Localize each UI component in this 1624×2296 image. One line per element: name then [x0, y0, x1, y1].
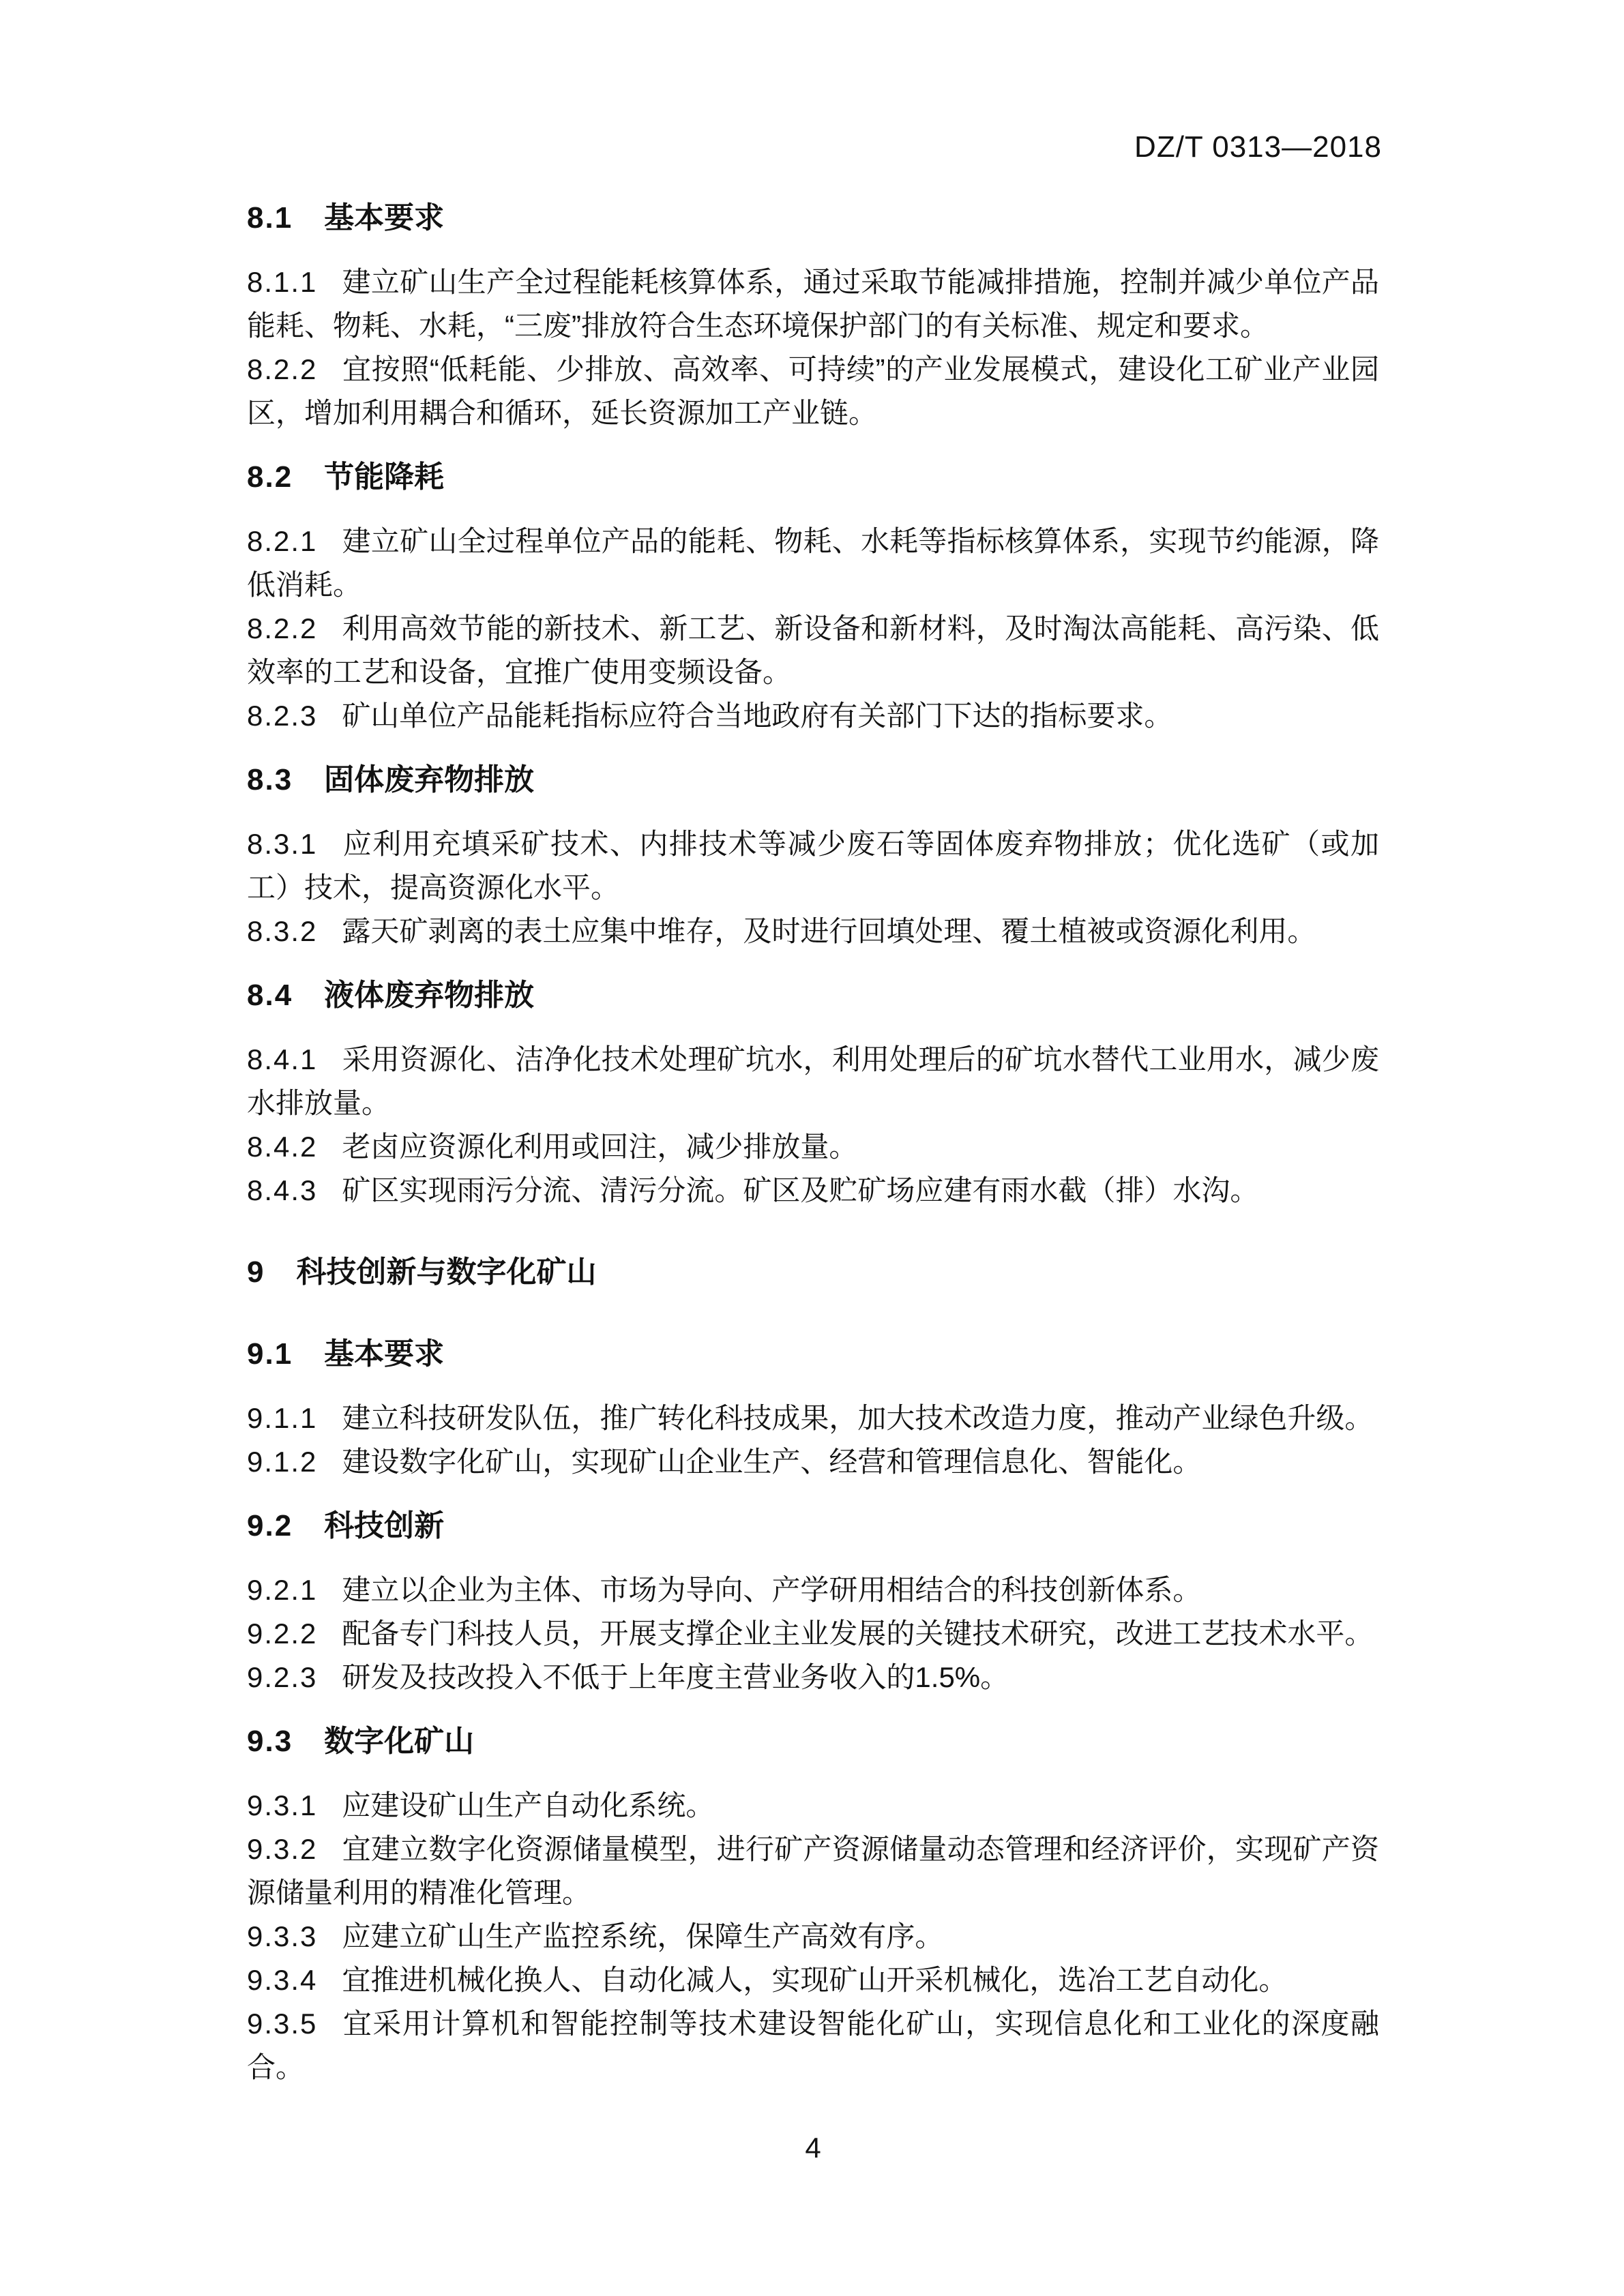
clause-number: 8.3.1 [247, 828, 318, 860]
section-title: 液体废弃物排放 [324, 979, 535, 1012]
section-title: 基本要求 [324, 201, 445, 235]
clause-paragraph [247, 1784, 1379, 1828]
clause-paragraph [247, 348, 1379, 435]
clause-paragraph [247, 1038, 1379, 1125]
clause-paragraph [247, 1828, 1379, 1915]
clause-number: 9.2.2 [247, 1617, 318, 1650]
clause-paragraph [247, 1397, 1379, 1440]
clause-number: 8.4.2 [247, 1131, 318, 1163]
clause-text: 应建立矿山生产监控系统，保障生产高效有序。 [342, 1920, 944, 1952]
section-number: 8.4 [247, 979, 293, 1012]
section-number: 8.3 [247, 763, 293, 796]
section-title: 节能降耗 [324, 460, 445, 494]
clause-text: 露天矿剥离的表土应集中堆存，及时进行回填处理、覆土植被或资源化利用。 [342, 915, 1316, 947]
clause-paragraph [247, 520, 1379, 607]
section-heading [247, 1504, 1379, 1548]
clause-number: 9.3.1 [247, 1789, 318, 1821]
section-number: 9.3 [247, 1725, 293, 1758]
clause-number: 8.2.2 [247, 612, 318, 644]
clause-number: 8.3.2 [247, 915, 318, 947]
clause-text: 建立矿山生产全过程能耗核算体系，通过采取节能减排措施，控制并减少单位产品能耗、物耗、水耗，“三废”排放符合生态环境保护部门的有关标准、规定和要求。 [247, 266, 1379, 342]
clause-paragraph [247, 1169, 1379, 1212]
clause-text: 建立以企业为主体、市场为导向、产学研用相结合的科技创新体系。 [342, 1574, 1202, 1606]
section-number: 9.2 [247, 1509, 293, 1542]
clause-text: 建立矿山全过程单位产品的能耗、物耗、水耗等指标核算体系，实现节约能源，降低消耗。 [247, 525, 1379, 601]
section-heading [247, 456, 1379, 499]
clause-number: 9.2.1 [247, 1574, 318, 1606]
clause-paragraph [247, 1612, 1379, 1656]
section-title: 固体废弃物排放 [324, 763, 535, 796]
clause-number: 9.1.1 [247, 1402, 318, 1434]
clause-text: 矿区实现雨污分流、清污分流。矿区及贮矿场应建有雨水截（排）水沟。 [342, 1174, 1259, 1206]
chapter-title: 科技创新与数字化矿山 [296, 1255, 597, 1289]
section-number: 9.1 [247, 1337, 293, 1371]
standard-number-header: DZ/T 0313—2018 [1134, 130, 1382, 164]
clause-text: 利用高效节能的新技术、新工艺、新设备和新材料，及时淘汰高能耗、高污染、低效率的工艺和设备，宜推广使用变频设备。 [247, 612, 1379, 688]
clause-paragraph [247, 607, 1379, 694]
clause-number: 8.2.3 [247, 700, 318, 732]
clause-number: 8.4.3 [247, 1174, 318, 1206]
clause-text: 宜按照“低耗能、少排放、高效率、可持续”的产业发展模式，建设化工矿业产业园区，增加利用耦合和循环，延长资源加工产业链。 [247, 353, 1379, 429]
clause-number: 9.3.5 [247, 2008, 318, 2040]
clause-paragraph [247, 1915, 1379, 1958]
clause-number: 9.3.2 [247, 1833, 318, 1865]
clause-text: 宜采用计算机和智能控制等技术建设智能化矿山，实现信息化和工业化的深度融合。 [247, 2008, 1379, 2083]
clause-number: 8.2.2 [247, 353, 318, 385]
clause-paragraph [247, 1568, 1379, 1612]
section-heading [247, 758, 1379, 802]
section-heading [247, 1332, 1379, 1376]
section-heading [247, 974, 1379, 1017]
clause-text: 宜推进机械化换人、自动化减人，实现矿山开采机械化，选冶工艺自动化。 [342, 1964, 1288, 1996]
chapter-number: 9 [247, 1255, 265, 1289]
clause-paragraph [247, 1958, 1379, 2002]
clause-paragraph [247, 260, 1379, 348]
clause-paragraph [247, 694, 1379, 738]
clause-paragraph [247, 822, 1379, 910]
clause-paragraph [247, 1125, 1379, 1169]
clause-text: 研发及技改投入不低于上年度主营业务收入的1.5%。 [342, 1661, 1009, 1693]
clause-text: 配备专门科技人员，开展支撑企业主业发展的关键技术研究，改进工艺技术水平。 [342, 1617, 1374, 1650]
clause-text: 建设数字化矿山，实现矿山企业生产、经营和管理信息化、智能化。 [342, 1446, 1202, 1478]
clause-paragraph [247, 910, 1379, 953]
clause-number: 8.4.1 [247, 1043, 318, 1075]
clause-paragraph [247, 1656, 1379, 1699]
section-number: 8.1 [247, 201, 293, 235]
clause-text: 应建设矿山生产自动化系统。 [342, 1789, 715, 1821]
page-number: 4 [805, 2132, 821, 2164]
clause-number: 9.2.3 [247, 1661, 318, 1693]
clause-text: 老卤应资源化利用或回注，减少排放量。 [342, 1131, 858, 1163]
chapter-heading [247, 1251, 1379, 1294]
clause-number: 9.3.3 [247, 1920, 318, 1952]
clause-text: 采用资源化、洁净化技术处理矿坑水，利用处理后的矿坑水替代工业用水，减少废水排放量。 [247, 1043, 1379, 1119]
section-heading [247, 1720, 1379, 1763]
clause-text: 应利用充填采矿技术、内排技术等减少废石等固体废弃物排放；优化选矿（或加工）技术，提高资源化水平。 [247, 828, 1379, 904]
clause-paragraph [247, 2002, 1379, 2089]
clause-text: 宜建立数字化资源储量模型，进行矿产资源储量动态管理和经济评价，实现矿产资源储量利用的精准化管理。 [247, 1833, 1379, 1909]
clause-number: 9.1.2 [247, 1446, 318, 1478]
clause-number: 9.3.4 [247, 1964, 318, 1996]
clause-number: 8.1.1 [247, 266, 318, 298]
clause-number: 8.2.1 [247, 525, 318, 557]
clause-paragraph [247, 1440, 1379, 1484]
clause-text: 建立科技研发队伍，推广转化科技成果，加大技术改造力度，推动产业绿色升级。 [342, 1402, 1374, 1434]
section-title: 科技创新 [324, 1509, 445, 1542]
clause-text: 矿山单位产品能耗指标应符合当地政府有关部门下达的指标要求。 [342, 700, 1173, 732]
section-heading [247, 196, 1379, 240]
document-body [247, 176, 1379, 2089]
section-title: 基本要求 [324, 1337, 445, 1371]
section-title: 数字化矿山 [324, 1725, 475, 1758]
section-number: 8.2 [247, 460, 293, 494]
